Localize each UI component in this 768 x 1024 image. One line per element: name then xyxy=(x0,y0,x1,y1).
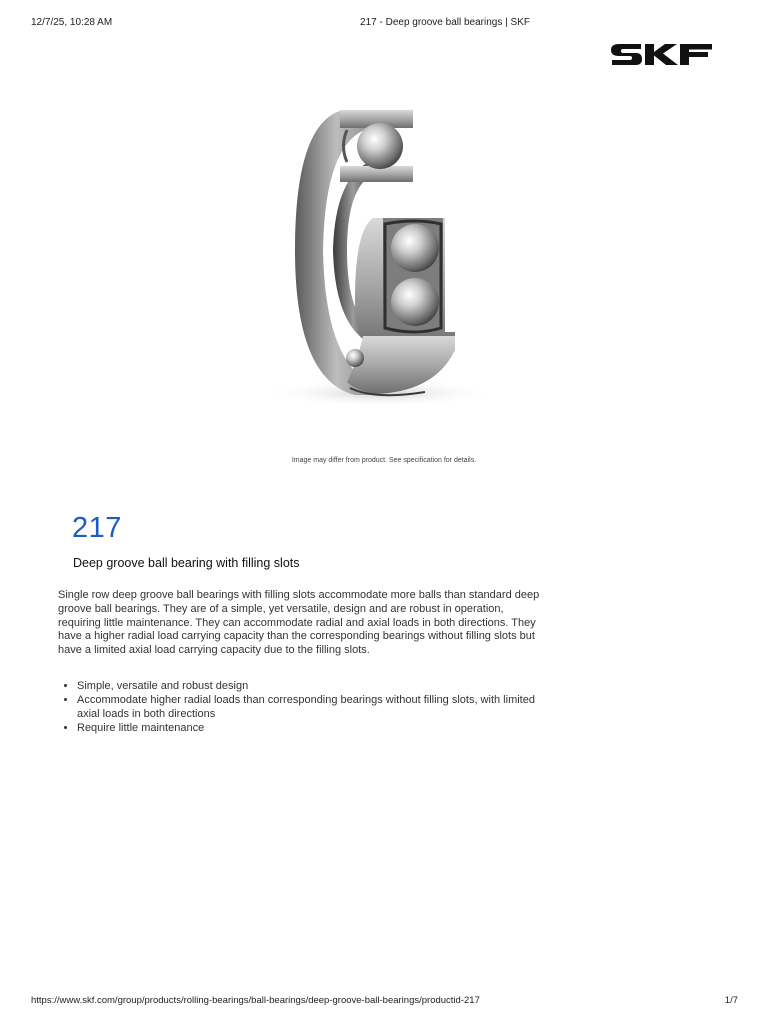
feature-item: • Accommodate higher radial loads than corresponding bearings without filling slots, with limited axial loads in both directions xyxy=(77,694,546,722)
product-image xyxy=(255,100,505,410)
feature-item: • Simple, versatile and robust design xyxy=(77,680,546,694)
product-subtitle: Deep groove ball bearing with filling slots xyxy=(73,556,300,570)
bearing-illustration xyxy=(255,100,505,410)
skf-logo-mark xyxy=(611,42,712,66)
print-footer xyxy=(31,995,738,1006)
print-date: 12/7/25, 10:28 AM xyxy=(31,17,113,28)
page-url[interactable]: https://www.skf.com/group/products/rolling-bearings/ball-bearings/deep-groove-ball-bearings/productid-217 xyxy=(31,995,480,1006)
product-id-heading: 217 xyxy=(72,512,122,544)
page-number: 1/7 xyxy=(724,995,738,1006)
product-description: Single row deep groove ball bearings with filling slots accommodate more balls than standard deep groove ball bearings. They are of a simple, yet versatile, design and are robust in operation, requiring little maintenance. They can accommodate radial and axial loads in both directions. They have a higher radial load carrying capacity than the corresponding bearings without filling slots but have a limited axial load carrying capacity due to the filling slots. xyxy=(58,589,540,657)
print-header xyxy=(0,17,768,31)
image-disclaimer: Image may differ from product. See specification for details. xyxy=(291,457,477,464)
print-page-title: 217 - Deep groove ball bearings | SKF xyxy=(360,17,530,28)
feature-item: • Require little maintenance xyxy=(77,722,546,736)
skf-logo[interactable] xyxy=(611,42,712,66)
feature-list xyxy=(58,680,546,737)
